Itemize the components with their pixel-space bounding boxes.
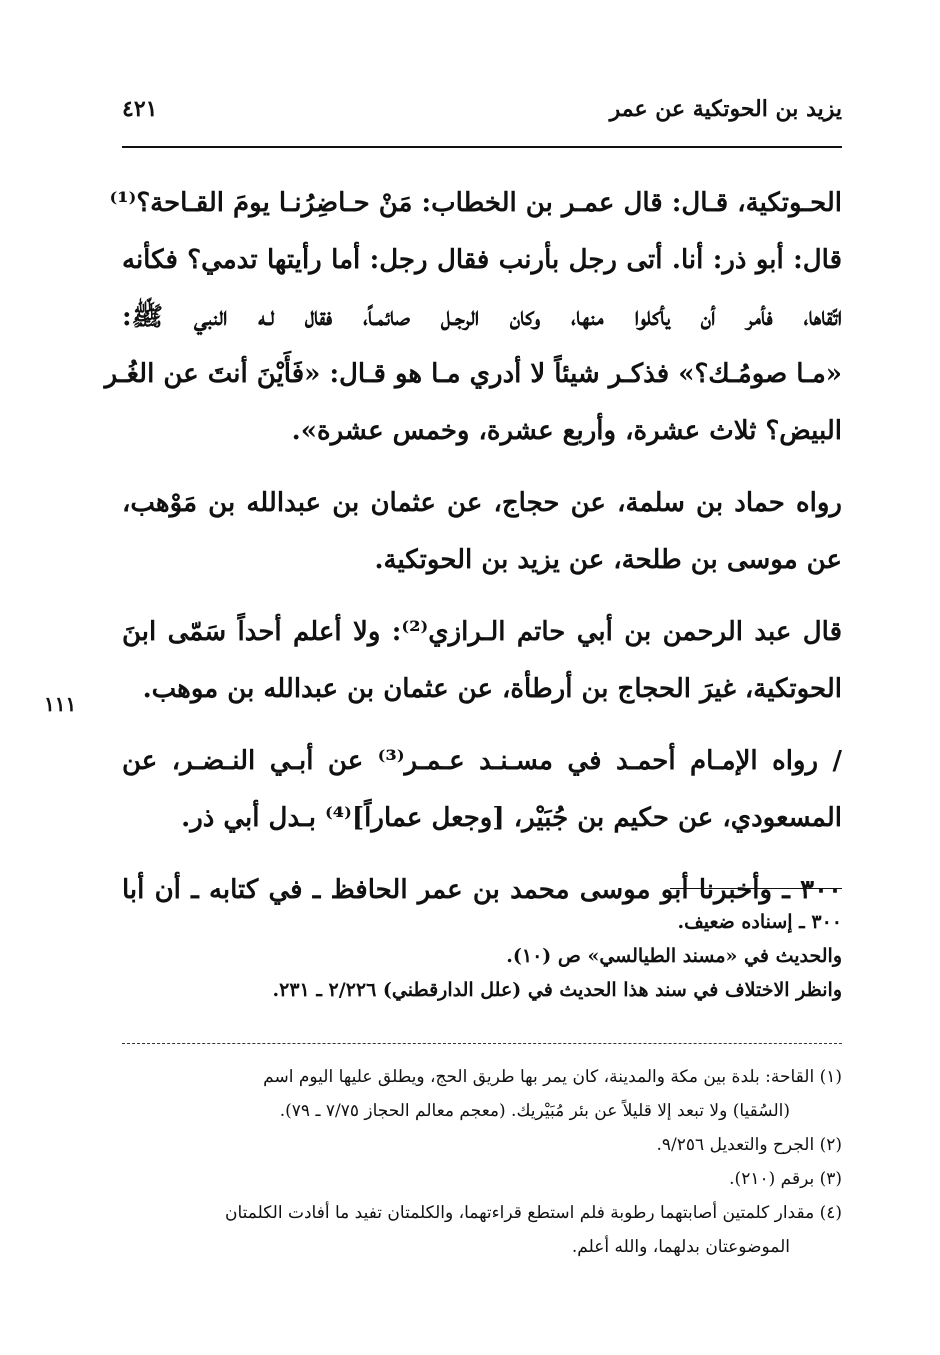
main-text [104, 175, 842, 934]
text-line: رواه حماد بن سلمة، عن حجاج، عن عثمان بن عبدالله بن مَوْهب، [122, 488, 842, 518]
margin-page-reference: ١١١ [44, 692, 77, 716]
commentary-line: وانظر الاختلاف في سند هذا الحديث في (علل الدارقطني) ٢/٢٢٦ ـ ٢٣١. [272, 979, 842, 1001]
text-line: الحوتكية، غيرَ الحجاج بن أرطأة، عن عثمان بن عبدالله بن موهب. [142, 674, 842, 704]
text-line: قال عبد الرحمن بن أبي حاتم الـرازي⁽²⁾: ولا أعلم أحداً سَمّى ابنَ [122, 617, 842, 647]
text-line: «مـا صومُـك؟» فذكـر شيئاً لا أدري مـا هو قـال: «فَأَيْنَ أنتَ عن الغُـر [104, 359, 842, 389]
header-divider [122, 146, 842, 148]
paragraph-imam-ahmad [122, 733, 842, 847]
running-title: يزيد بن الحوتكية عن عمر [609, 96, 842, 122]
footnote-2: (٢) الجرح والتعديل ٩/٢٥٦. [656, 1135, 842, 1155]
paragraph-riwaya-hammad [122, 475, 842, 589]
footnote-divider [122, 1043, 842, 1044]
footnote-1-continuation: (السُقيا) ولا تبعد إلا قليلاً عن بئر مُبَيْريك. (معجم معالم الحجاز ٧/٧٥ ـ ٧٩). [279, 1101, 790, 1121]
text-line: المسعودي، عن حكيم بن جُبَيْر، [وجعل عماراً]⁽⁴⁾ بـدل أبي ذر. [181, 803, 842, 833]
text-line: البيض؟ ثلاث عشرة، وأربع عشرة، وخمس عشرة». [291, 416, 842, 446]
text-line: / رواه الإمـام أحمـد في مسـنـد عـمـر⁽³⁾ عن أبـي النـضـر، عن [122, 746, 842, 776]
commentary-line: والحديث في «مسند الطيالسي» ص (١٠). [506, 945, 842, 967]
commentary-block [122, 905, 842, 1007]
footnote-3: (٣) برقم (٢١٠). [729, 1169, 842, 1189]
commentary-line: ٣٠٠ ـ إسناده ضعيف. [677, 911, 842, 933]
text-line: قال: أبو ذر: أنا. أتى رجل بأرنب فقال رجل: أما رأيتها تدمي؟ فكأنه [122, 245, 842, 275]
text-line: عن موسى بن طلحة، عن يزيد بن الحوتكية. [374, 545, 842, 575]
footnote-4: (٤) مقدار كلمتين أصابتهما رطوبة فلم استطع قراءتهما، والكلمتان تفيد ما أفادت الكلمتان [225, 1203, 842, 1223]
text-line: الحـوتكية، قـال: قال عمـر بن الخطاب: مَنْ حـاضِرُنـا يومَ القـاحة؟⁽¹⁾ [109, 188, 842, 218]
footnote-1: (١) القاحة: بلدة بين مكة والمدينة، كان يمر بها طريق الحج، ويطلق عليها اليوم اسم [263, 1067, 842, 1087]
paragraph-ibn-abi-hatim [122, 604, 842, 718]
page-number: ٤٢١ [122, 96, 158, 122]
commentary-divider [670, 888, 842, 889]
footnotes-block [122, 1060, 842, 1264]
text-line: اتّقاها، فأمر أن يأكلوا منها، وكان الرجـل صائمـاً، فقال لـه النبي ﷺ: [122, 302, 842, 332]
page-header [122, 92, 842, 132]
paragraph-hadith [104, 175, 842, 460]
footnote-4-continuation: الموضوعتان بدلهما، والله أعلم. [571, 1237, 790, 1257]
text-line: ٣٠٠ ـ وأخبرنا أبو موسى محمد بن عمر الحافظ ـ في كتابه ـ أن أبا [122, 875, 842, 905]
